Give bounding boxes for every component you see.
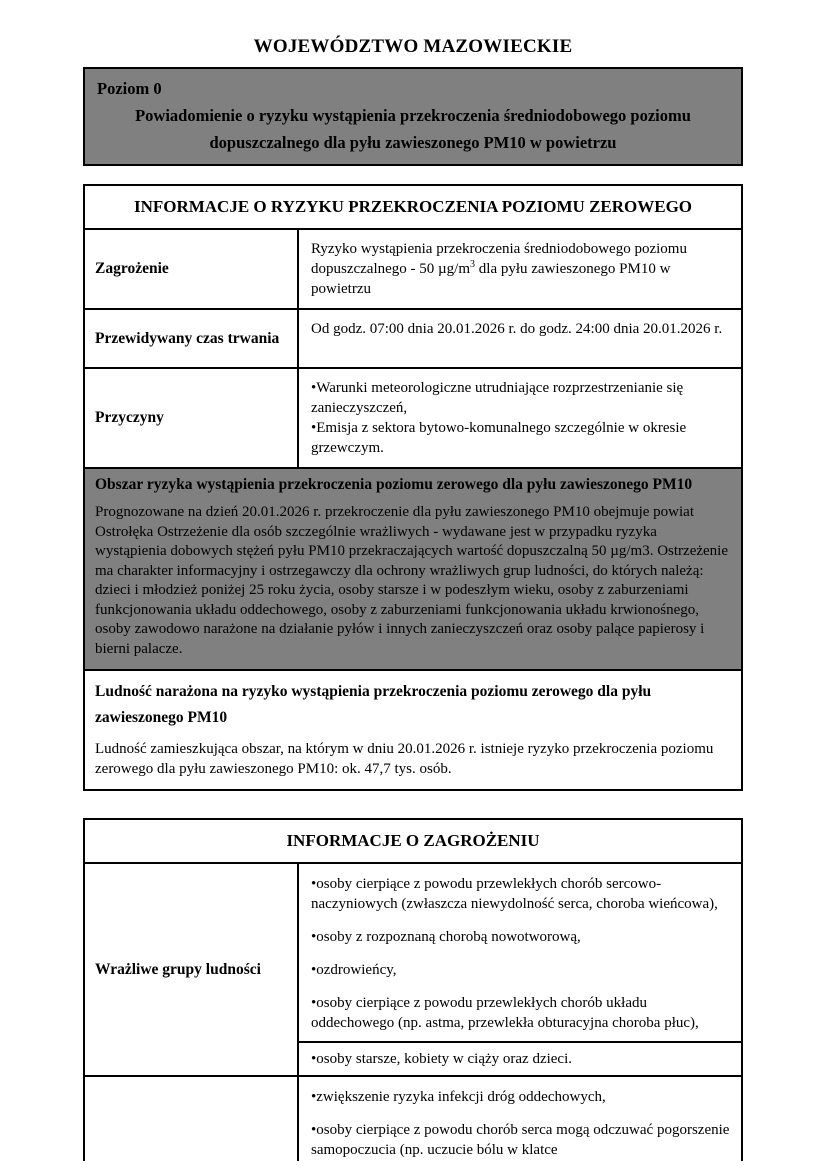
- row-value-przyczyny: [297, 369, 741, 467]
- row-value-zagrozenie: [297, 230, 741, 308]
- superscript-3: 3: [470, 259, 476, 270]
- table-row-zagrozenie: [85, 230, 741, 310]
- risk-area-title: Obszar ryzyka wystąpienia przekroczenia poziomu zerowego dla pyłu zawieszonego PM10: [95, 476, 693, 493]
- alert-level-banner: [83, 67, 743, 166]
- health-effects-cell: [297, 1075, 741, 1161]
- row-label-wrazliwe-grupy: Wrażliwe grupy ludności: [95, 960, 261, 978]
- alert-message: Powiadomienie o ryzyku wystąpienia przekroczenia średniodobowego poziomu dopuszczalnego dla pyłu zawieszonego PM10 w powietrzu: [135, 106, 691, 152]
- hazard-table-title: INFORMACJE O ZAGROŻENIU: [85, 820, 741, 864]
- value-text: dla pyłu zawieszonego PM10 w powietrzu: [311, 261, 671, 297]
- row-value-czas-trwania: [297, 310, 741, 367]
- bullet-item: • osoby cierpiące z powodu przewlekłych chorób sercowo-naczyniowych (zwłaszcza niewydolność serca, choroba wieńcowa),: [311, 874, 733, 914]
- hazard-info-table: [83, 818, 743, 1161]
- population-body: Ludność zamieszkująca obszar, na którym w dniu 20.01.2026 r. istnieje ryzyko przekroczenia poziomu zerowego dla pyłu zawieszonego PM10: ok. 47,7 tys. osób.: [95, 741, 714, 777]
- bullet-item: • ozdrowieńcy,: [311, 960, 733, 980]
- alert-level-label: Poziom 0: [97, 79, 162, 98]
- population-section: [85, 669, 741, 789]
- document-page: [83, 0, 743, 1161]
- risk-table-title: INFORMACJE O RYZYKU PRZEKROCZENIA POZIOMU ZEROWEGO: [85, 186, 741, 230]
- value-text: Od godz. 07:00 dnia 20.01.2026 r. do godz. 24:00 dnia 20.01.2026 r.: [311, 321, 723, 337]
- bullet-item: • osoby starsze, kobiety w ciąży oraz dzieci.: [311, 1049, 733, 1069]
- vulnerable-groups-cell: [297, 864, 741, 1041]
- bullet-item: • osoby cierpiące z powodu przewlekłych chorób układu oddechowego (np. astma, przewlekła obturacyjna choroba płuc),: [311, 993, 733, 1033]
- bullet-item: • Emisja z sektora bytowo-komunalnego szczególnie w okresie grzewczym.: [311, 418, 731, 458]
- vulnerable-groups-extra-cell: [297, 1041, 741, 1075]
- hazard-table-grid: [85, 864, 741, 1161]
- risk-area-section: [85, 469, 741, 669]
- row-label-zagrozenie: Zagrożenie: [95, 260, 169, 277]
- risk-area-body: Prognozowane na dzień 20.01.2026 r. przekroczenie dla pyłu zawieszonego PM10 obejmuje powiat Ostrołęka Ostrzeżenie dla osób szczególnie wrażliwych - wydawane jest w przypadku ryzyka wystąpienia dobowych stężeń pyłu PM10 przekraczających wartość dopuszczalną 50 µg/m3. Ostrzeżenie ma charakter informacyjny i ostrzegawczy dla ochrony wrażliwych grup ludności, do których należą: dzieci i młodzież poniżej 25 roku życia, osoby starsze i w podeszłym wieku, osoby z zaburzeniami funkcjonowania układu oddechowego, osoby z zaburzeniami funkcjonowania układu krwionośnego, osoby zawodowo narażone na działanie pyłów i innych zanieczyszczeń oraz osoby palące papierosy i bierni palacze.: [95, 504, 728, 657]
- bullet-item: • zwiększenie ryzyka infekcji dróg oddechowych,: [311, 1087, 733, 1107]
- row-label-empty: [85, 1075, 297, 1161]
- population-title: Ludność narażona na ryzyko wystąpienia przekroczenia poziomu zerowego dla pyłu zawieszonego PM10: [95, 683, 652, 726]
- bullet-item: • osoby z rozpoznaną chorobą nowotworową,: [311, 927, 733, 947]
- risk-info-table: [83, 184, 743, 791]
- row-label-przyczyny: Przyczyny: [95, 409, 164, 426]
- value-text: Ryzyko wystąpienia przekroczenia średniodobowego poziomu dopuszczalnego - 50 µg/m: [311, 241, 687, 277]
- table-row-przyczyny: [85, 369, 741, 469]
- row-label-czas-trwania: Przewidywany czas trwania: [95, 329, 280, 347]
- page-title: WOJEWÓDZTWO MAZOWIECKIE: [253, 36, 573, 57]
- bullet-item: • osoby cierpiące z powodu chorób serca mogą odczuwać pogorszenie samopoczucia (np. uczucie bólu w klatce: [311, 1120, 733, 1160]
- table-row-czas-trwania: [85, 310, 741, 369]
- bullet-item: • Warunki meteorologiczne utrudniające rozprzestrzenianie się zanieczyszczeń,: [311, 378, 731, 418]
